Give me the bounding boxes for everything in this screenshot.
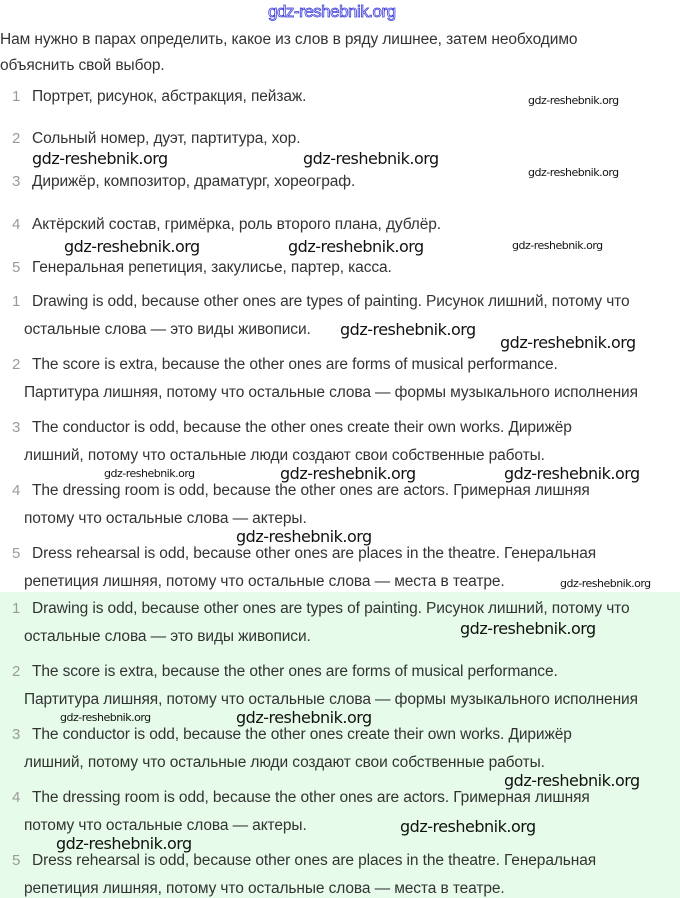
watermark: gdz-reshebnik.org: [500, 333, 636, 352]
answer-line: The score is extra, because the other ones are forms of musical performance.: [32, 356, 558, 373]
answer-number: 3: [12, 726, 21, 743]
answer-line: остальные слова — это виды живописи.: [24, 628, 311, 645]
answer-line: Drawing is odd, because other ones are types of painting. Рисунок лишний, потому что: [32, 293, 630, 310]
answer-number: 4: [12, 482, 21, 499]
answer-line: репетиция лишняя, потому что остальные слова — места в театре.: [24, 880, 505, 897]
watermark: gdz-reshebnik.org: [340, 320, 476, 339]
watermark: gdz-reshebnik.org: [504, 771, 640, 790]
answer-line: Drawing is odd, because other ones are types of painting. Рисунок лишний, потому что: [32, 600, 630, 617]
watermark: gdz-reshebnik.org: [528, 94, 619, 107]
task-number: 4: [12, 216, 21, 233]
answer-number: 5: [12, 852, 21, 869]
answer-number: 2: [12, 663, 21, 680]
watermark: gdz-reshebnik.org: [560, 577, 651, 590]
watermark: gdz-reshebnik.org: [32, 149, 168, 168]
task-text: Генеральная репетиция, закулисье, партер, касса.: [32, 259, 392, 276]
answer-line: Партитура лишняя, потому что остальные слова — формы музыкального исполнения: [24, 691, 638, 708]
task-text: Актёрский состав, гримёрка, роль второго плана, дублёр.: [32, 216, 441, 233]
watermark: gdz-reshebnik.org: [236, 527, 372, 546]
watermark: gdz-reshebnik.org: [303, 149, 439, 168]
answer-line: потому что остальные слова — актеры.: [24, 817, 307, 834]
intro-line-2: объяснить свой выбор.: [0, 57, 165, 74]
watermark: gdz-reshebnik.org: [56, 834, 192, 853]
answer-line: Dress rehearsal is odd, because other ones are places in the theatre. Генеральная: [32, 545, 597, 562]
task-number: 5: [12, 259, 21, 276]
task-number: 2: [12, 130, 21, 147]
task-text: Сольный номер, дуэт, партитура, хор.: [32, 130, 301, 147]
answer-number: 1: [12, 600, 21, 617]
watermark: gdz-reshebnik.org: [512, 239, 603, 252]
task-text: Портрет, рисунок, абстракция, пейзаж.: [32, 88, 307, 105]
watermark: gdz-reshebnik.org: [104, 467, 195, 480]
watermark: gdz-reshebnik.org: [236, 708, 372, 727]
answer-line: The conductor is odd, because the other ones create their own works. Дирижёр: [32, 419, 572, 436]
answer-line: Партитура лишняя, потому что остальные слова — формы музыкального исполнения: [24, 384, 638, 401]
watermark: gdz-reshebnik.org: [64, 237, 200, 256]
answer-line: репетиция лишняя, потому что остальные слова — места в театре.: [24, 573, 505, 590]
answer-number: 1: [12, 293, 21, 310]
watermark-header: gdz-reshebnik.org: [268, 2, 396, 21]
answer-line: The dressing room is odd, because the other ones are actors. Гримерная лишняя: [32, 789, 590, 806]
answer-number: 3: [12, 419, 21, 436]
answer-number: 4: [12, 789, 21, 806]
answer-line: лишний, потому что остальные люди создают свои собственные работы.: [24, 754, 545, 771]
answer-line: потому что остальные слова — актеры.: [24, 510, 307, 527]
intro-line-1: Нам нужно в парах определить, какое из слов в ряду лишнее, затем необходимо: [0, 31, 578, 48]
answer-number: 2: [12, 356, 21, 373]
watermark: gdz-reshebnik.org: [288, 237, 424, 256]
watermark: gdz-reshebnik.org: [400, 817, 536, 836]
answer-line: лишний, потому что остальные люди создают свои собственные работы.: [24, 447, 545, 464]
task-number: 1: [12, 88, 21, 105]
watermark: gdz-reshebnik.org: [60, 711, 151, 724]
answer-number: 5: [12, 545, 21, 562]
answer-line: The score is extra, because the other ones are forms of musical performance.: [32, 663, 558, 680]
watermark: gdz-reshebnik.org: [460, 619, 596, 638]
task-number: 3: [12, 173, 21, 190]
watermark: gdz-reshebnik.org: [504, 464, 640, 483]
answer-line: The dressing room is odd, because the other ones are actors. Гримерная лишняя: [32, 482, 590, 499]
answer-line: The conductor is odd, because the other ones create their own works. Дирижёр: [32, 726, 572, 743]
watermark: gdz-reshebnik.org: [528, 166, 619, 179]
answer-line: Dress rehearsal is odd, because other ones are places in the theatre. Генеральная: [32, 852, 597, 869]
answer-line: остальные слова — это виды живописи.: [24, 321, 311, 338]
watermark: gdz-reshebnik.org: [280, 464, 416, 483]
task-text: Дирижёр, композитор, драматург, хореограф.: [32, 173, 356, 190]
